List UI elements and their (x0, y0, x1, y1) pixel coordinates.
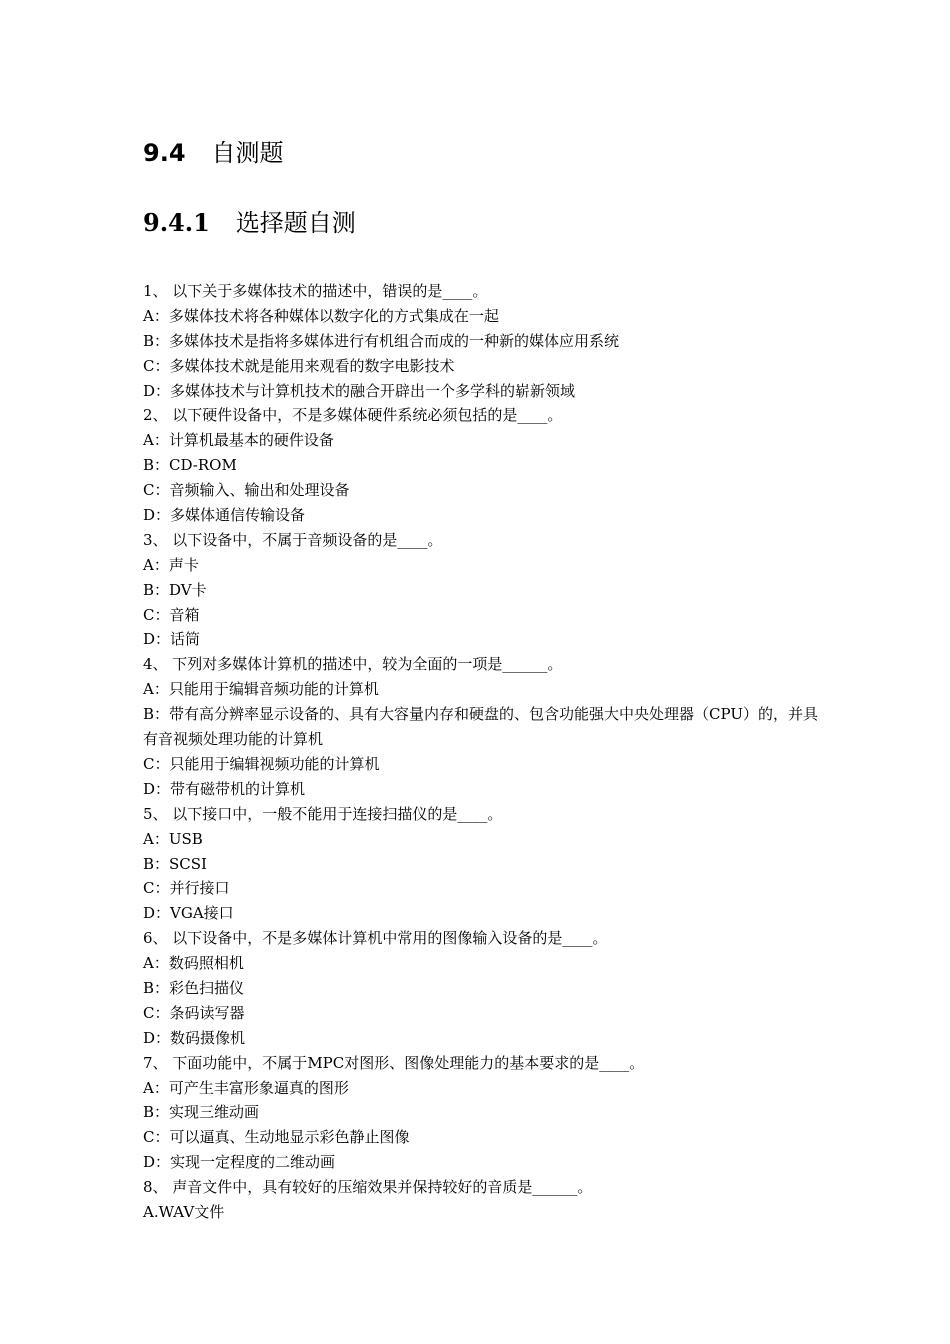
subsection-number: 9.4.1 (143, 208, 210, 237)
question-6-stem: 6、 以下设备中，不是多媒体计算机中常用的图像输入设备的是____。 (143, 929, 608, 948)
question-2-option-d: D：多媒体通信传输设备 (143, 506, 306, 525)
question-6-option-c: C：条码读写器 (143, 1003, 245, 1022)
question-3-stem: 3、 以下设备中，不属于音频设备的是____。 (143, 530, 443, 549)
question-7-stem: 7、 下面功能中，不属于MPC对图形、图像处理能力的基本要求的是____。 (143, 1053, 645, 1072)
section-heading (143, 136, 284, 170)
question-5-option-a: A：USB (143, 829, 203, 848)
question-1-option-a: A：多媒体技术将各种媒体以数字化的方式集成在一起 (143, 306, 499, 325)
question-4-option-d: D：带有磁带机的计算机 (143, 779, 306, 798)
question-1-option-b: B：多媒体技术是指将多媒体进行有机组合而成的一种新的媒体应用系统 (143, 331, 620, 350)
question-6-option-a: A：数码照相机 (143, 954, 244, 973)
question-3-option-b: B：DV卡 (143, 580, 207, 599)
question-6-option-b: B：彩色扫描仪 (143, 978, 245, 997)
question-7-option-b: B：实现三维动画 (143, 1103, 260, 1122)
question-7-option-c: C：可以逼真、生动地显示彩色静止图像 (143, 1128, 410, 1147)
section-number: 9.4 (143, 139, 186, 167)
question-3-option-c: C：音箱 (143, 605, 200, 624)
question-4-option-a: A：只能用于编辑音频功能的计算机 (143, 680, 379, 699)
subsection-heading (143, 206, 356, 240)
section-title: 自测题 (211, 139, 284, 167)
question-4-stem: 4、 下列对多媒体计算机的描述中，较为全面的一项是______。 (143, 655, 563, 674)
question-2-option-c: C：音频输入、输出和处理设备 (143, 481, 350, 500)
question-5-stem: 5、 以下接口中，一般不能用于连接扫描仪的是____。 (143, 804, 503, 823)
question-1-option-d: D：多媒体技术与计算机技术的融合开辟出一个多学科的崭新领域 (143, 381, 576, 400)
question-5-option-b: B：SCSI (143, 854, 207, 873)
subsection-title: 选择题自测 (235, 209, 356, 237)
question-1-option-c: C：多媒体技术就是能用来观看的数字电影技术 (143, 356, 455, 375)
question-4-option-b: B：带有高分辨率显示设备的、具有大容量内存和硬盘的、包含功能强大中央处理器（CPU）的，并具有音视频处理功能的计算机 (143, 705, 818, 749)
question-3-option-a: A：声卡 (143, 555, 199, 574)
question-8-option-a: A.WAV文件 (143, 1202, 225, 1221)
question-6-option-d: D：数码摄像机 (143, 1028, 246, 1047)
question-3-option-d: D：话筒 (143, 630, 201, 649)
question-list (143, 279, 823, 1225)
question-7-option-d: D：实现一定程度的二维动画 (143, 1153, 336, 1172)
question-7-option-a: A：可产生丰富形象逼真的图形 (143, 1078, 349, 1097)
question-5-option-c: C：并行接口 (143, 879, 230, 898)
question-2-stem: 2、 以下硬件设备中，不是多媒体硬件系统必须包括的是____。 (143, 406, 563, 425)
question-1-stem: 1、 以下关于多媒体技术的描述中，错误的是____。 (143, 282, 488, 300)
question-2-option-a: A：计算机最基本的硬件设备 (143, 431, 334, 450)
question-8-stem: 8、 声音文件中，具有较好的压缩效果并保持较好的音质是______。 (143, 1178, 593, 1197)
question-2-option-b: B：CD-ROM (143, 456, 237, 475)
question-5-option-d: D：VGA接口 (143, 904, 234, 923)
question-4-option-c: C：只能用于编辑视频功能的计算机 (143, 754, 380, 773)
